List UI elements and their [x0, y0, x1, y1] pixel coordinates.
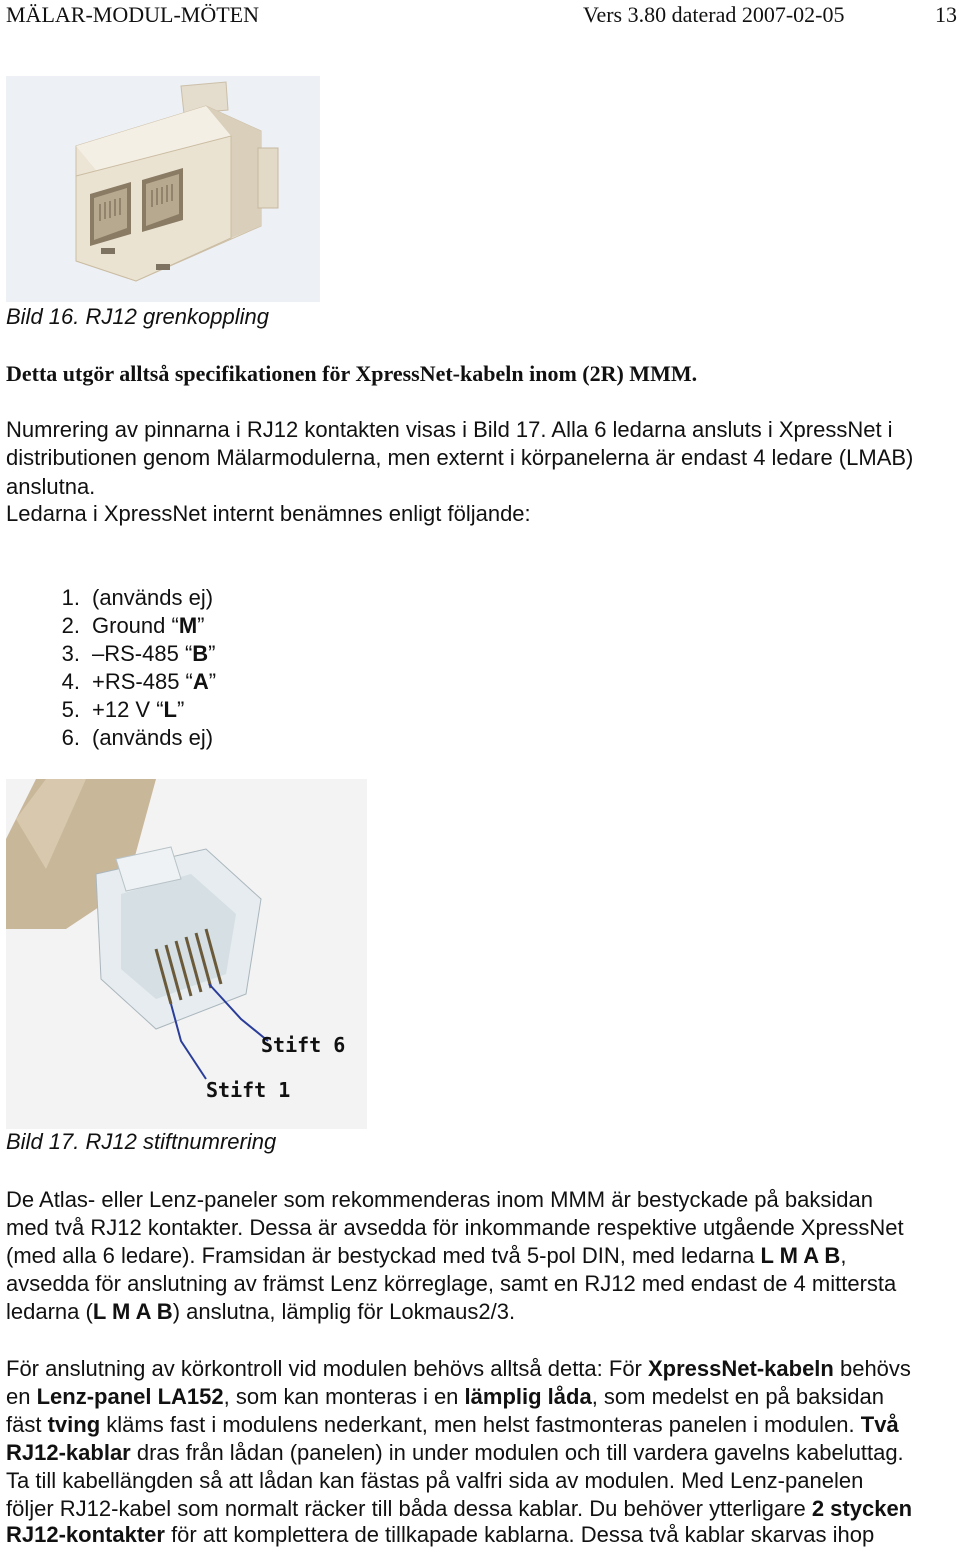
list-bold: L — [163, 697, 177, 722]
bold-span: 2 stycken — [811, 1496, 913, 1521]
bold-span: tving — [47, 1412, 101, 1437]
para3-line6 — [6, 1495, 912, 1523]
text-span: fäst — [6, 1412, 48, 1437]
pin-list — [40, 584, 216, 752]
text-span: , som kan monteras i en — [223, 1384, 465, 1409]
list-item — [40, 724, 216, 752]
para2-line2: med två RJ12 kontakter. Dessa är avsedda för inkommande respektive utgående XpressNet — [6, 1215, 904, 1240]
text-span: , — [840, 1243, 847, 1268]
para1-line2: distributionen genom Mälarmodulerna, men externt i körpanelerna är endast 4 ledare (LMAB) — [6, 445, 914, 470]
label-pin1: Stift 1 — [206, 1078, 291, 1102]
bold-span: lämplig låda — [464, 1384, 592, 1409]
header-version: Vers 3.80 daterad 2007-02-05 — [583, 2, 845, 27]
page-number: 13 — [935, 2, 957, 27]
list-item — [40, 612, 216, 640]
text-span: För anslutning av körkontroll vid modulen behövs alltså detta: För — [6, 1356, 648, 1381]
list-bold: M — [178, 613, 198, 638]
list-number: 3. — [61, 641, 80, 666]
figure17-caption: Bild 17. RJ12 stiftnumrering — [6, 1129, 277, 1154]
list-text: +RS-485 “ — [92, 669, 193, 694]
bold-span: L M A B — [760, 1243, 841, 1268]
para3-line7 — [6, 1521, 874, 1549]
rj12-plug-image — [6, 779, 367, 1129]
para3-line3 — [6, 1411, 899, 1439]
text-span: följer RJ12-kabel som normalt räcker till båda dessa kablar. Du behöver ytterligare — [6, 1496, 812, 1521]
list-text: (används ej) — [92, 585, 214, 610]
bold-span: Två — [860, 1412, 899, 1437]
list-text: Ground “ — [92, 613, 179, 638]
list-item — [40, 640, 216, 668]
para3-line4 — [6, 1439, 904, 1467]
para1-line3: anslutna. — [6, 474, 96, 499]
header-title: MÄLAR-MODUL-MÖTEN — [6, 2, 259, 27]
para2-line5 — [6, 1298, 515, 1326]
list-text: –RS-485 “ — [92, 641, 193, 666]
list-number: 1. — [61, 585, 80, 610]
bold-span: RJ12-kablar — [6, 1440, 131, 1465]
label-pin6: Stift 6 — [261, 1033, 346, 1057]
list-tail: ” — [208, 669, 217, 694]
text-span: ledarna ( — [6, 1299, 93, 1324]
text-span: behövs — [833, 1356, 911, 1381]
list-item — [40, 584, 216, 612]
list-number: 2. — [61, 613, 80, 638]
list-bold: B — [192, 641, 209, 666]
bold-span: Lenz-panel LA152 — [36, 1384, 224, 1409]
list-tail: ” — [197, 613, 205, 638]
list-tail: ” — [177, 697, 185, 722]
list-number: 5. — [61, 697, 80, 722]
list-number: 6. — [61, 725, 80, 750]
page-header — [0, 2, 960, 32]
list-tail: ” — [208, 641, 216, 666]
rj12-splitter-image — [6, 76, 320, 302]
bold-span: RJ12-kontakter — [6, 1522, 165, 1547]
text-span: ) anslutna, lämplig för Lokmaus2/3. — [172, 1299, 516, 1324]
list-text: +12 V “ — [92, 697, 164, 722]
para2-line4: avsedda för anslutning av främst Lenz körreglage, samt en RJ12 med endast de 4 mittersta — [6, 1271, 897, 1296]
text-span: en — [6, 1384, 37, 1409]
para1-line1: Numrering av pinnarna i RJ12 kontakten visas i Bild 17. Alla 6 ledarna ansluts i XpressNet i — [6, 417, 893, 442]
para3-line5: Ta till kabellängden så att lådan kan fästas på valfri sida av modulen. Med Lenz-panelen — [6, 1468, 864, 1493]
spec-heading-text: Detta utgör alltså specifikationen för XpressNet-kabeln inom (2R) MMM. — [6, 361, 698, 386]
text-span: dras från lådan (panelen) in under modulen och till vardera gavelns kabeluttag. — [130, 1440, 904, 1465]
para3-line2 — [6, 1383, 884, 1411]
spec-heading — [6, 360, 697, 388]
text-span: , som medelst en på baksidan — [591, 1384, 884, 1409]
text-span: kläms fast i modulens nederkant, men helst fastmonteras panelen i modulen. — [100, 1412, 861, 1437]
text-span: för att komplettera de tillkapade kablarna. Dessa två kablar skarvas ihop — [164, 1522, 875, 1547]
text-span: (med alla 6 ledare). Framsidan är bestyckad med två 5-pol DIN, med ledarna — [6, 1243, 761, 1268]
list-item — [40, 668, 216, 696]
para2-line1: De Atlas- eller Lenz-paneler som rekommenderas inom MMM är bestyckade på baksidan — [6, 1187, 873, 1212]
para2-line3 — [6, 1242, 846, 1270]
figure16-caption: Bild 16. RJ12 grenkoppling — [6, 304, 269, 329]
para1-line4: Ledarna i XpressNet internt benämnes enligt följande: — [6, 501, 531, 526]
list-number: 4. — [61, 669, 80, 694]
list-text: (används ej) — [92, 725, 214, 750]
para3-line1 — [6, 1355, 911, 1383]
bold-span: XpressNet-kabeln — [648, 1356, 834, 1381]
list-bold: A — [192, 669, 209, 694]
list-item — [40, 696, 216, 724]
bold-span: L M A B — [92, 1299, 173, 1324]
